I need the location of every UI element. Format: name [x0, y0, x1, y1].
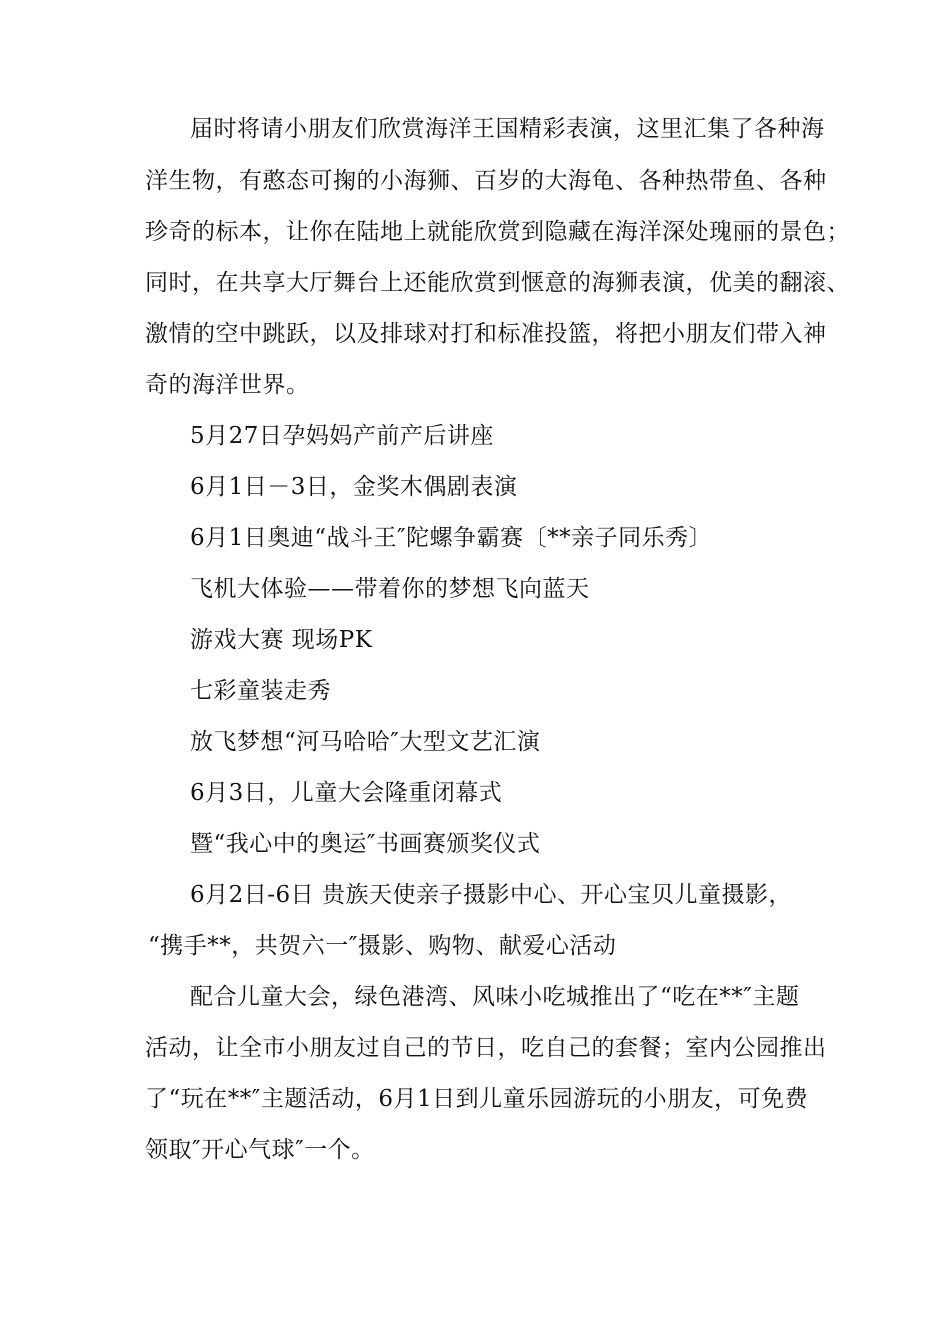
event-item: 飞机大体验——带着你的梦想飞向蓝天 [190, 576, 590, 602]
event-item: 暨“我心中的奥运″书画赛颁奖仪式 [190, 831, 541, 857]
event-item: 七彩童装走秀 [190, 678, 331, 704]
photo-event-line-1: 6月2日-6日 贵族天使亲子摄影中心、开心宝贝儿童摄影， [190, 882, 792, 908]
photo-event-line-2: “携手**，共贺六一″摄影、购物、献爱心活动 [148, 933, 617, 959]
paragraph-1-line-6: 奇的海洋世界。 [145, 372, 310, 398]
paragraph-1-line-5: 激情的空中跳跃，以及排球对打和标准投篮，将把小朋友们带入神 [145, 321, 827, 347]
paragraph-2-line-1: 配合儿童大会，绿色港湾、风味小吃城推出了“吃在**″主题 [190, 984, 800, 1010]
paragraph-1-line-2: 洋生物，有憨态可掬的小海狮、百岁的大海龟、各种热带鱼、各种 [145, 168, 827, 194]
event-item: 6月1日－3日，金奖木偶剧表演 [190, 474, 518, 500]
paragraph-1-line-1: 届时将请小朋友们欣赏海洋王国精彩表演，这里汇集了各种海 [190, 116, 825, 142]
paragraph-1-line-3: 珍奇的标本，让你在陆地上就能欣赏到隐藏在海洋深处瑰丽的景色； [145, 219, 850, 245]
event-item: 6月1日奥迪“战斗王″陀螺争霸赛〔**亲子同乐秀〕 [190, 525, 713, 551]
event-item: 放飞梦想“河马哈哈″大型文艺汇演 [190, 729, 541, 755]
paragraph-2-line-4: 领取″开心气球″一个。 [145, 1137, 375, 1163]
paragraph-1-line-4: 同时，在共享大厅舞台上还能欣赏到惬意的海狮表演，优美的翻滚、 [145, 270, 850, 296]
event-item: 6月3日，儿童大会隆重闭幕式 [190, 780, 503, 806]
paragraph-2-line-3: 了“玩在**″主题活动，6月1日到儿童乐园游玩的小朋友，可免费 [145, 1086, 809, 1112]
event-item: 5月27日孕妈妈产前产后讲座 [190, 423, 494, 449]
event-item: 游戏大赛 现场PK [190, 627, 373, 653]
paragraph-2-line-2: 活动，让全市小朋友过自己的节日，吃自己的套餐；室内公园推出 [145, 1035, 827, 1061]
